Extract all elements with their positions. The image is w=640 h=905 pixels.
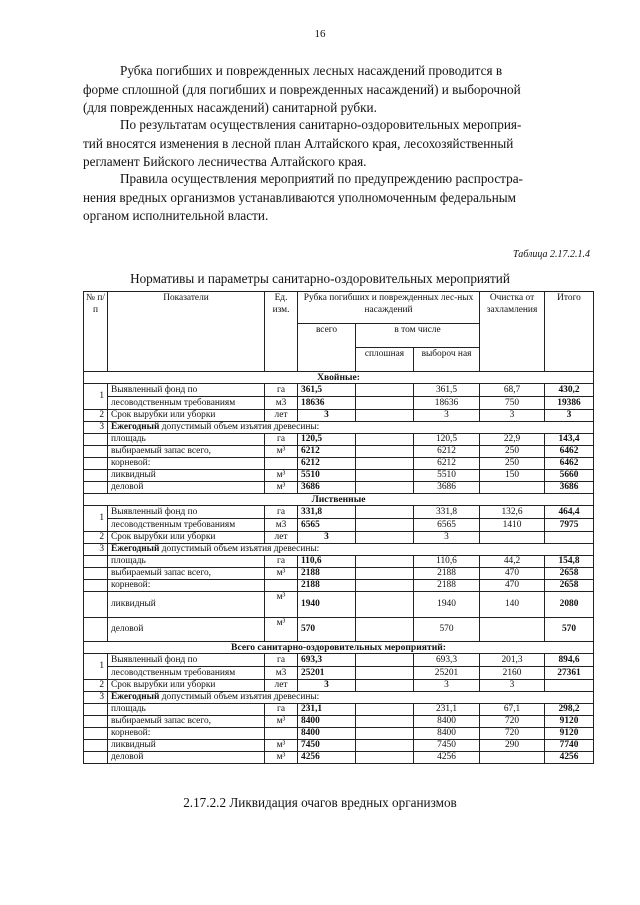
row-unit [265, 580, 298, 592]
paragraph-line: По результатам осуществления санитарно-оздоровительных мероприя- [120, 117, 522, 132]
value-total: 6565 [298, 519, 356, 532]
row-number [84, 580, 108, 592]
value-total: 4256 [298, 752, 356, 764]
row-label: корневой: [108, 580, 265, 592]
value-cleanup: 140 [480, 592, 545, 618]
value-clear [356, 568, 414, 580]
table-row [84, 434, 594, 446]
table-row [84, 532, 594, 544]
section-title-row [84, 494, 594, 506]
value-result: 6462 [545, 458, 594, 470]
value-selective: 4256 [414, 752, 480, 764]
value-clear [356, 397, 414, 410]
table-row [84, 384, 594, 397]
paragraph-2 [83, 116, 591, 172]
row-unit: м³ [265, 446, 298, 458]
paragraph-line: регламент Бийского лесничества Алтайского края. [83, 154, 367, 169]
paragraph-3 [83, 170, 591, 226]
row-number: 3 [84, 422, 108, 434]
value-result: 464,4 [545, 506, 594, 519]
table-caption: Таблица 2.17.2.1.4 [513, 249, 590, 260]
value-clear [356, 519, 414, 532]
row-unit: м³ [265, 482, 298, 494]
row-unit: га [265, 654, 298, 667]
value-selective: 3 [414, 532, 480, 544]
row-number [84, 728, 108, 740]
value-selective: 693,3 [414, 654, 480, 667]
row-number [84, 592, 108, 618]
value-result: 2658 [545, 568, 594, 580]
row-number: 2 [84, 532, 108, 544]
value-total: 6212 [298, 458, 356, 470]
table-row [84, 458, 594, 470]
header-indicators: Показатели [108, 292, 265, 372]
table-row [84, 728, 594, 740]
table-row [84, 506, 594, 519]
value-clear [356, 434, 414, 446]
value-total: 2188 [298, 580, 356, 592]
row-label: Выявленный фонд по [108, 384, 265, 397]
row-label: Срок вырубки или уборки [108, 532, 265, 544]
value-total: 361,5 [298, 384, 356, 397]
value-selective: 110,6 [414, 556, 480, 568]
value-cleanup: 150 [480, 470, 545, 482]
row-number: 3 [84, 544, 108, 556]
row-unit: м³ [265, 592, 298, 618]
row-number [84, 458, 108, 470]
value-cleanup: 720 [480, 728, 545, 740]
value-cleanup: 290 [480, 740, 545, 752]
table-row [84, 446, 594, 458]
value-cleanup: 720 [480, 716, 545, 728]
value-total: 693,3 [298, 654, 356, 667]
row-label: Срок вырубки или уборки [108, 410, 265, 422]
table-row [84, 704, 594, 716]
table-row [84, 592, 594, 618]
value-total: 110,6 [298, 556, 356, 568]
row-unit: м³ [265, 470, 298, 482]
row-label: ликвидный [108, 740, 265, 752]
row-label: площадь [108, 434, 265, 446]
value-clear [356, 470, 414, 482]
value-result: 5660 [545, 470, 594, 482]
value-result: 4256 [545, 752, 594, 764]
value-total: 7450 [298, 740, 356, 752]
value-result: 19386 [545, 397, 594, 410]
section-title-row [84, 372, 594, 384]
row-label: выбираемый запас всего, [108, 716, 265, 728]
header-clear: сплошная [356, 348, 414, 372]
value-total: 5510 [298, 470, 356, 482]
row-number [84, 716, 108, 728]
value-selective: 6212 [414, 458, 480, 470]
row-unit: га [265, 384, 298, 397]
row-label: корневой: [108, 728, 265, 740]
value-result: 3 [545, 410, 594, 422]
row-label: лесоводственным требованиям [108, 667, 265, 680]
value-selective: 8400 [414, 716, 480, 728]
value-cleanup: 22,9 [480, 434, 545, 446]
value-total: 331,8 [298, 506, 356, 519]
row-number [84, 446, 108, 458]
value-clear [356, 716, 414, 728]
value-total: 18636 [298, 397, 356, 410]
row-number [84, 704, 108, 716]
value-clear [356, 740, 414, 752]
value-selective: 231,1 [414, 704, 480, 716]
value-result: 27361 [545, 667, 594, 680]
value-selective: 3 [414, 680, 480, 692]
value-result: 7740 [545, 740, 594, 752]
row-unit: м³ [265, 568, 298, 580]
header-felling: Рубка погибших и поврежденных лес-ных насаждений [298, 292, 480, 324]
row-label-bold: Ежегодный [111, 544, 160, 554]
value-cleanup: 250 [480, 446, 545, 458]
value-clear [356, 556, 414, 568]
value-result: 570 [545, 618, 594, 642]
value-result: 894,6 [545, 654, 594, 667]
row-number [84, 482, 108, 494]
value-result: 143,4 [545, 434, 594, 446]
value-selective: 2188 [414, 568, 480, 580]
header-cleanup: Очистка от захламления [480, 292, 545, 372]
value-clear [356, 482, 414, 494]
page-number: 16 [314, 28, 326, 40]
table-row [84, 618, 594, 642]
table-row [84, 716, 594, 728]
value-total: 2188 [298, 568, 356, 580]
table-row [84, 470, 594, 482]
value-cleanup: 470 [480, 568, 545, 580]
paragraph-line: тий вносятся изменения в лесной план Алтайского края, лесохозяйственный [83, 135, 514, 151]
row-label: деловой [108, 752, 265, 764]
row-number [84, 434, 108, 446]
value-total: 3 [298, 410, 356, 422]
row-label: площадь [108, 556, 265, 568]
table-row [84, 580, 594, 592]
value-cleanup: 2160 [480, 667, 545, 680]
row-number: 1 [84, 654, 108, 680]
value-result: 430,2 [545, 384, 594, 397]
row-number: 2 [84, 680, 108, 692]
value-result: 6462 [545, 446, 594, 458]
value-clear [356, 384, 414, 397]
value-selective: 120,5 [414, 434, 480, 446]
value-total: 8400 [298, 728, 356, 740]
row-number [84, 752, 108, 764]
value-clear [356, 654, 414, 667]
paragraph-1 [83, 62, 591, 118]
value-selective: 570 [414, 618, 480, 642]
row-unit: га [265, 556, 298, 568]
value-selective: 331,8 [414, 506, 480, 519]
header-result: Итого [545, 292, 594, 372]
row-unit: м³ [265, 752, 298, 764]
value-clear [356, 680, 414, 692]
row-number [84, 470, 108, 482]
row-unit: м3 [265, 397, 298, 410]
table-row [84, 519, 594, 532]
table-row [84, 654, 594, 667]
value-clear [356, 532, 414, 544]
table-row [84, 692, 594, 704]
value-clear [356, 458, 414, 470]
row-number: 1 [84, 506, 108, 532]
value-cleanup [480, 752, 545, 764]
row-number [84, 568, 108, 580]
value-total: 231,1 [298, 704, 356, 716]
table-title: Нормативы и параметры санитарно-оздоровительных мероприятий [130, 271, 510, 286]
header-selective: выбороч ная [414, 348, 480, 372]
row-label-rest: допустимый объем изъятия древесины: [159, 544, 320, 554]
row-number [84, 556, 108, 568]
value-cleanup: 750 [480, 397, 545, 410]
value-total: 6212 [298, 446, 356, 458]
header-including: в том числе [356, 324, 480, 348]
row-label: ликвидный [108, 470, 265, 482]
section-title-row [84, 642, 594, 654]
value-clear [356, 446, 414, 458]
section-heading: 2.17.2.2 Ликвидация очагов вредных организмов [183, 795, 457, 810]
value-clear [356, 618, 414, 642]
row-unit: га [265, 704, 298, 716]
section-title: Всего санитарно-оздоровительных мероприятий: [84, 642, 594, 654]
table-row [84, 482, 594, 494]
row-unit [265, 458, 298, 470]
header-unit: Ед. изм. [265, 292, 298, 372]
value-selective: 5510 [414, 470, 480, 482]
row-label-bold: Ежегодный [111, 422, 160, 432]
row-unit: м³ [265, 716, 298, 728]
value-cleanup: 44,2 [480, 556, 545, 568]
row-label [108, 692, 594, 704]
value-clear [356, 704, 414, 716]
value-total: 120,5 [298, 434, 356, 446]
value-clear [356, 728, 414, 740]
table-row [84, 397, 594, 410]
row-unit: га [265, 434, 298, 446]
section-title: Лиственные [84, 494, 594, 506]
row-label: деловой [108, 482, 265, 494]
table-row [84, 568, 594, 580]
value-cleanup: 67,1 [480, 704, 545, 716]
value-result: 154,8 [545, 556, 594, 568]
row-label: деловой [108, 618, 265, 642]
paragraph-line: органом исполнительной власти. [83, 208, 269, 223]
value-cleanup: 250 [480, 458, 545, 470]
table-row [84, 544, 594, 556]
value-total: 570 [298, 618, 356, 642]
value-result: 2658 [545, 580, 594, 592]
value-result: 3686 [545, 482, 594, 494]
paragraph-line: форме сплошной (для погибших и поврежденных насаждений) и выборочной [83, 81, 521, 97]
row-label: площадь [108, 704, 265, 716]
row-unit: м³ [265, 740, 298, 752]
value-result [545, 532, 594, 544]
row-unit: м3 [265, 519, 298, 532]
row-label: Выявленный фонд по [108, 506, 265, 519]
section-title: Хвойные: [84, 372, 594, 384]
row-label: Выявленный фонд по [108, 654, 265, 667]
row-label [108, 544, 594, 556]
value-selective: 6212 [414, 446, 480, 458]
value-cleanup: 201,3 [480, 654, 545, 667]
row-label-rest: допустимый объем изъятия древесины: [159, 692, 320, 702]
value-selective: 3686 [414, 482, 480, 494]
row-unit: м³ [265, 618, 298, 642]
value-cleanup [480, 532, 545, 544]
value-cleanup: 132,6 [480, 506, 545, 519]
row-number [84, 618, 108, 642]
value-cleanup: 3 [480, 680, 545, 692]
row-unit: лет [265, 680, 298, 692]
value-selective: 8400 [414, 728, 480, 740]
table-row [84, 740, 594, 752]
table-row [84, 667, 594, 680]
value-cleanup: 68,7 [480, 384, 545, 397]
header-num: № п/п [84, 292, 108, 372]
paragraph-line: Рубка погибших и поврежденных лесных насаждений проводится в [120, 63, 503, 78]
table-header [84, 292, 594, 372]
table-row [84, 556, 594, 568]
value-cleanup: 1410 [480, 519, 545, 532]
value-result: 298,2 [545, 704, 594, 716]
sanitary-measures-table [83, 291, 594, 764]
row-unit: лет [265, 532, 298, 544]
header-total: всего [298, 324, 356, 372]
value-clear [356, 506, 414, 519]
value-result: 7975 [545, 519, 594, 532]
value-clear [356, 592, 414, 618]
row-label: лесоводственным требованиям [108, 397, 265, 410]
value-cleanup: 470 [480, 580, 545, 592]
row-number [84, 740, 108, 752]
value-selective: 18636 [414, 397, 480, 410]
paragraph-line: нения вредных организмов устанавливаются уполномоченным федеральным [83, 189, 516, 205]
row-unit: га [265, 506, 298, 519]
row-label: Срок вырубки или уборки [108, 680, 265, 692]
row-number: 2 [84, 410, 108, 422]
value-clear [356, 752, 414, 764]
paragraph-line: (для поврежденных насаждений) санитарной рубки. [83, 100, 377, 115]
row-label: лесоводственным требованиям [108, 519, 265, 532]
table-row [84, 680, 594, 692]
row-label: выбираемый запас всего, [108, 568, 265, 580]
row-label: корневой: [108, 458, 265, 470]
table-row [84, 422, 594, 434]
value-selective: 25201 [414, 667, 480, 680]
row-label-rest: допустимый объем изъятия древесины: [159, 422, 320, 432]
row-label: выбираемый запас всего, [108, 446, 265, 458]
table-row [84, 410, 594, 422]
row-label: ликвидный [108, 592, 265, 618]
value-selective: 2188 [414, 580, 480, 592]
row-label-bold: Ежегодный [111, 692, 160, 702]
value-total: 8400 [298, 716, 356, 728]
table-body [84, 372, 594, 764]
row-unit: лет [265, 410, 298, 422]
value-result: 9120 [545, 716, 594, 728]
value-clear [356, 410, 414, 422]
value-selective: 1940 [414, 592, 480, 618]
value-clear [356, 667, 414, 680]
value-selective: 6565 [414, 519, 480, 532]
value-selective: 7450 [414, 740, 480, 752]
paragraph-line: Правила осуществления мероприятий по предупреждению распростра- [120, 171, 523, 186]
row-unit: м3 [265, 667, 298, 680]
value-result: 2080 [545, 592, 594, 618]
value-selective: 361,5 [414, 384, 480, 397]
row-number: 1 [84, 384, 108, 410]
value-result: 9120 [545, 728, 594, 740]
value-total: 25201 [298, 667, 356, 680]
value-cleanup [480, 482, 545, 494]
value-total: 3 [298, 532, 356, 544]
row-number: 3 [84, 692, 108, 704]
value-result [545, 680, 594, 692]
table-row [84, 752, 594, 764]
value-cleanup [480, 618, 545, 642]
value-clear [356, 580, 414, 592]
value-cleanup: 3 [480, 410, 545, 422]
value-total: 3686 [298, 482, 356, 494]
value-total: 1940 [298, 592, 356, 618]
row-label [108, 422, 594, 434]
value-total: 3 [298, 680, 356, 692]
row-unit [265, 728, 298, 740]
value-selective: 3 [414, 410, 480, 422]
